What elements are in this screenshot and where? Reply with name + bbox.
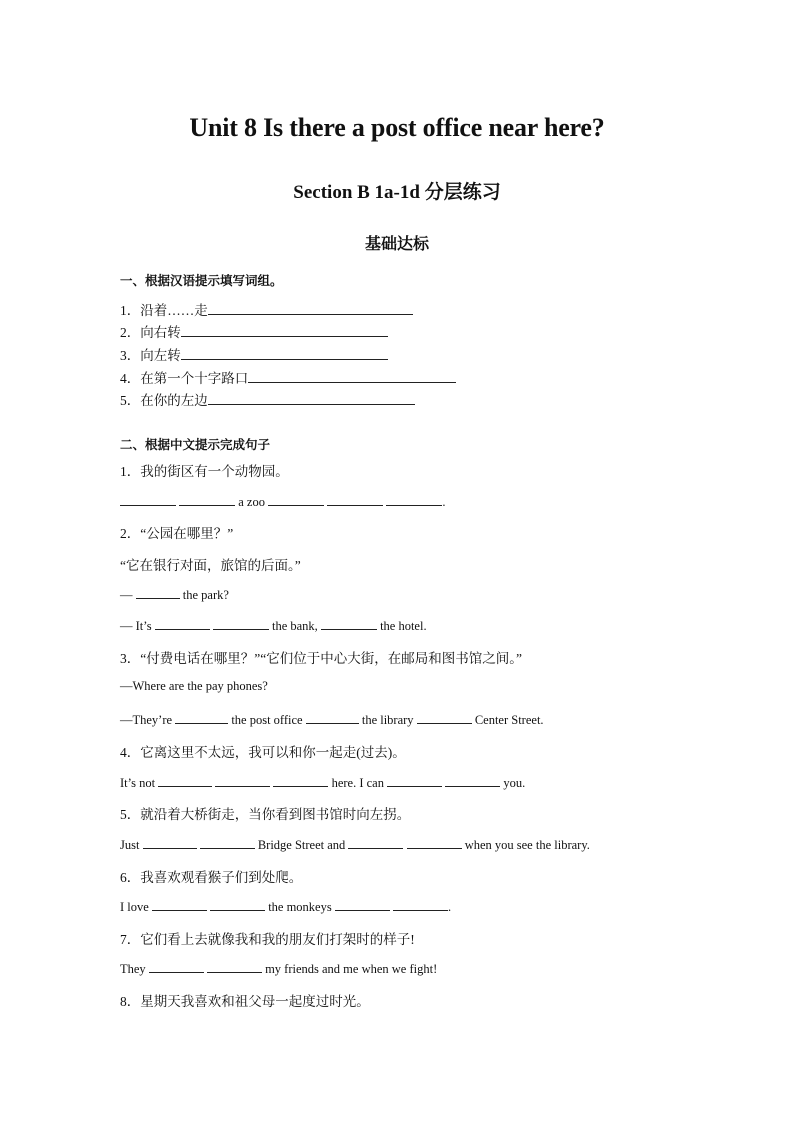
answer-blank[interactable] bbox=[268, 492, 324, 506]
question-6-chinese: 6．我喜欢观看猴子们到处爬。 bbox=[120, 870, 303, 885]
question-8-chinese: 8．星期天我喜欢和祖父母一起度过时光。 bbox=[120, 994, 370, 1009]
answer-blank[interactable] bbox=[200, 835, 255, 849]
level-heading: 基础达标 bbox=[364, 236, 429, 253]
answer-blank[interactable] bbox=[181, 346, 388, 360]
sentence-text: the library bbox=[361, 713, 414, 727]
answer-blank[interactable] bbox=[306, 710, 359, 724]
answer-blank[interactable] bbox=[208, 301, 413, 315]
answer-blank[interactable] bbox=[136, 585, 180, 599]
question-2-line-1 bbox=[120, 585, 229, 603]
answer-blank[interactable] bbox=[158, 773, 212, 787]
question-5-sentence bbox=[120, 835, 590, 853]
question-2-chinese-answer: “它在银行对面，旅馆的后面。” bbox=[120, 558, 301, 573]
sentence-text: — bbox=[120, 588, 133, 602]
phrase-prompt: 5．在你的左边 bbox=[120, 393, 208, 408]
phrase-prompt: 2．向右转 bbox=[120, 325, 181, 340]
answer-blank[interactable] bbox=[175, 710, 228, 724]
sentence-text: here. I can bbox=[331, 776, 384, 790]
answer-blank[interactable] bbox=[120, 492, 176, 506]
answer-blank[interactable] bbox=[335, 897, 390, 911]
sentence-text: when you see the library. bbox=[464, 838, 590, 852]
sentence-text: It’s not bbox=[120, 776, 156, 790]
answer-blank[interactable] bbox=[207, 959, 262, 973]
answer-blank[interactable] bbox=[348, 835, 403, 849]
sentence-text: the post office bbox=[231, 713, 303, 727]
sentence-text: my friends and me when we fight! bbox=[265, 962, 438, 976]
sentence-text: Center Street. bbox=[474, 713, 544, 727]
answer-blank[interactable] bbox=[248, 369, 456, 383]
question-7-chinese: 7．它们看上去就像我和我的朋友们打架时的样子! bbox=[120, 932, 415, 947]
question-7-sentence bbox=[120, 959, 437, 977]
phrase-prompt: 3．向左转 bbox=[120, 348, 181, 363]
phrase-prompt: 1．沿着……走 bbox=[120, 303, 208, 318]
page-title: Unit 8 Is there a post office near here? bbox=[189, 113, 605, 142]
sentence-text: Just bbox=[120, 838, 140, 852]
answer-blank[interactable] bbox=[445, 773, 500, 787]
sentence-text: They bbox=[120, 962, 146, 976]
answer-blank[interactable] bbox=[213, 616, 269, 630]
answer-blank[interactable] bbox=[321, 616, 377, 630]
answer-blank[interactable] bbox=[149, 959, 204, 973]
question-2-chinese: 2．“公园在哪里？” bbox=[120, 526, 234, 541]
phrase-item-1 bbox=[120, 299, 413, 319]
sentence-text: the bank, bbox=[271, 619, 318, 633]
question-4-sentence bbox=[120, 773, 525, 791]
phrase-item-5 bbox=[120, 389, 415, 409]
answer-blank[interactable] bbox=[152, 897, 207, 911]
question-6-sentence bbox=[120, 897, 451, 915]
section-subtitle: Section B 1a-1d 分层练习 bbox=[293, 182, 501, 203]
answer-blank[interactable] bbox=[215, 773, 270, 787]
sentence-text: a zoo bbox=[238, 495, 265, 509]
sentence-text: — It’s bbox=[120, 619, 152, 633]
answer-blank[interactable] bbox=[387, 773, 442, 787]
answer-blank[interactable] bbox=[155, 616, 210, 630]
sentence-text: the monkeys bbox=[268, 900, 332, 914]
answer-blank[interactable] bbox=[393, 897, 448, 911]
phrase-item-4 bbox=[120, 367, 456, 387]
sentence-text: —They’re bbox=[120, 713, 173, 727]
phrase-item-3 bbox=[120, 344, 388, 364]
sentence-text: the park? bbox=[182, 588, 229, 602]
answer-blank[interactable] bbox=[210, 897, 265, 911]
question-1-sentence bbox=[120, 492, 445, 510]
question-3-line-2 bbox=[120, 710, 544, 728]
question-3-line-1: —Where are the pay phones? bbox=[120, 679, 268, 693]
question-1-chinese: 1．我的街区有一个动物园。 bbox=[120, 464, 289, 479]
question-2-line-2 bbox=[120, 616, 427, 634]
part1-heading: 一、根据汉语提示填写词组。 bbox=[120, 274, 283, 288]
answer-blank[interactable] bbox=[386, 492, 442, 506]
phrase-item-2 bbox=[120, 321, 388, 341]
sentence-text: I love bbox=[120, 900, 149, 914]
answer-blank[interactable] bbox=[327, 492, 383, 506]
sentence-text: Bridge Street and bbox=[257, 838, 346, 852]
answer-blank[interactable] bbox=[181, 323, 388, 337]
answer-blank[interactable] bbox=[417, 710, 472, 724]
question-3-chinese: 3．“付费电话在哪里？”“它们位于中心大街，在邮局和图书馆之间。” bbox=[120, 651, 522, 666]
sentence-text: the hotel. bbox=[380, 619, 427, 633]
answer-blank[interactable] bbox=[179, 492, 235, 506]
part2-heading: 二、根据中文提示完成句子 bbox=[120, 438, 271, 452]
answer-blank[interactable] bbox=[273, 773, 328, 787]
answer-blank[interactable] bbox=[208, 391, 415, 405]
question-4-chinese: 4．它离这里不太远，我可以和你一起走(过去)。 bbox=[120, 745, 406, 760]
answer-blank[interactable] bbox=[407, 835, 462, 849]
sentence-text: you. bbox=[503, 776, 526, 790]
question-5-chinese: 5．就沿着大桥街走，当你看到图书馆时向左拐。 bbox=[120, 807, 411, 822]
sentence-text: . bbox=[442, 495, 446, 509]
sentence-text: . bbox=[447, 900, 452, 914]
answer-blank[interactable] bbox=[143, 835, 197, 849]
phrase-prompt: 4．在第一个十字路口 bbox=[120, 371, 249, 386]
